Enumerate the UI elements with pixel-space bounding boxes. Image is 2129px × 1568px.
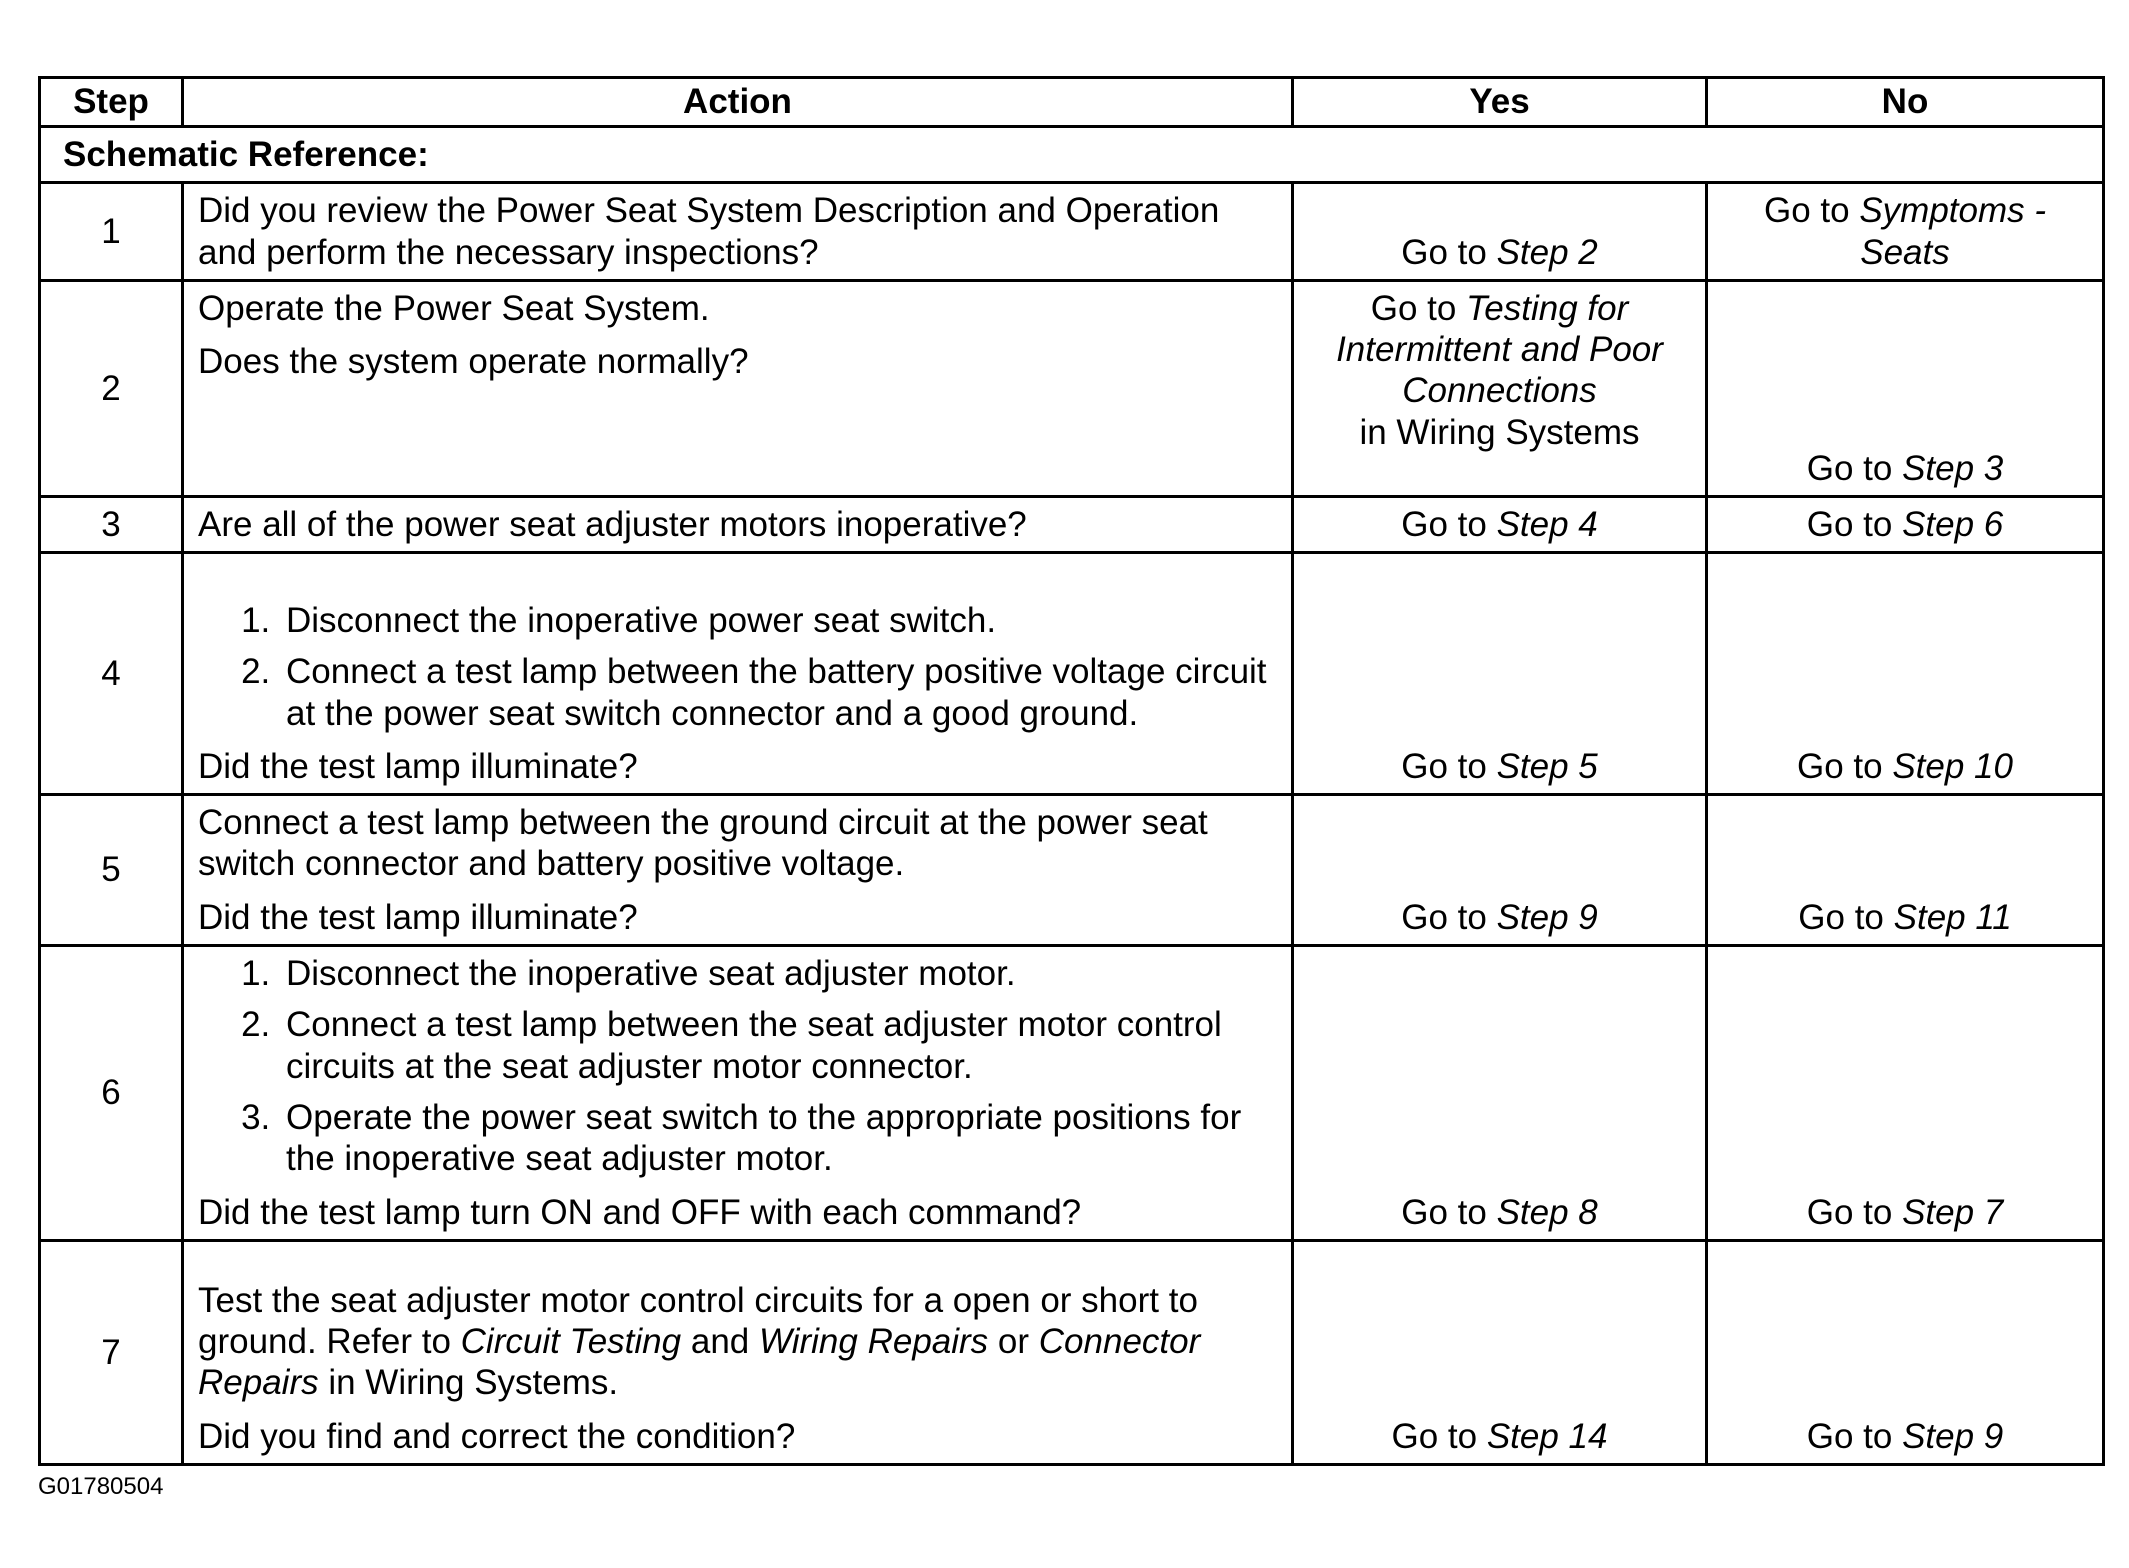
- yes-cell: [1293, 183, 1707, 281]
- header-yes: Yes: [1293, 78, 1707, 127]
- table-row: [40, 1240, 2104, 1464]
- yes-cell: [1293, 1240, 1707, 1464]
- figure-id: G01780504: [38, 1473, 164, 1500]
- list-item: 1. Disconnect the inoperative seat adjuster motor.: [280, 953, 1277, 994]
- action-list: [198, 600, 1277, 734]
- yes-cell: [1293, 280, 1707, 496]
- table-row: [40, 946, 2104, 1241]
- action-cell: [183, 553, 1293, 795]
- step-number: 3: [40, 496, 183, 552]
- action-question: Did you find and correct the condition?: [198, 1416, 796, 1456]
- connector-repairs-link[interactable]: Connector Repairs: [198, 1321, 1201, 1403]
- yes-link[interactable]: Step 9: [1496, 897, 1598, 937]
- action-question: Does the system operate normally?: [198, 342, 749, 382]
- action-text-part: in Wiring Systems.: [318, 1363, 619, 1403]
- no-prefix: Go to: [1797, 746, 1893, 786]
- step-number: 6: [40, 946, 183, 1241]
- action-text-part: and: [681, 1321, 759, 1361]
- no-prefix: Go to: [1806, 448, 1903, 488]
- yes-prefix: Go to: [1370, 288, 1467, 328]
- action-cell: [183, 946, 1293, 1241]
- no-link[interactable]: Step 7: [1902, 1192, 2004, 1232]
- no-cell: [1707, 496, 2104, 552]
- no-cell: [1707, 946, 2104, 1241]
- no-link[interactable]: Step 3: [1902, 448, 2004, 488]
- yes-link[interactable]: Step 14: [1486, 1416, 1608, 1456]
- no-cell: [1707, 280, 2104, 496]
- no-prefix: Go to: [1763, 191, 1860, 231]
- no-prefix: Go to: [1806, 1416, 1903, 1456]
- action-cell: [183, 1240, 1293, 1464]
- no-cell: [1707, 795, 2104, 946]
- table-row: [40, 183, 2104, 281]
- list-item: 3. Operate the power seat switch to the appropriate positions for the inoperative seat adjuster motor.: [280, 1097, 1277, 1180]
- yes-link[interactable]: Step 8: [1496, 1192, 1598, 1232]
- no-link[interactable]: Step 10: [1892, 746, 2013, 786]
- yes-prefix: Go to: [1401, 746, 1497, 786]
- table-row: [40, 553, 2104, 795]
- list-item: 2. Connect a test lamp between the seat adjuster motor control circuits at the seat adjuster motor connector.: [280, 1004, 1277, 1087]
- yes-link[interactable]: Step 2: [1496, 232, 1598, 272]
- table-row: [40, 496, 2104, 552]
- table-row: [40, 795, 2104, 946]
- step-number: 7: [40, 1240, 183, 1464]
- no-link[interactable]: Step 11: [1893, 897, 2012, 937]
- action-instruction: [198, 1280, 1277, 1404]
- yes-prefix: Go to: [1401, 232, 1497, 272]
- yes-prefix: Go to: [1401, 504, 1497, 544]
- no-link[interactable]: Symptoms - Seats: [1859, 191, 2047, 272]
- header-no: No: [1707, 78, 2104, 127]
- no-cell: [1707, 553, 2104, 795]
- step-number: 2: [40, 280, 183, 496]
- no-cell: [1707, 1240, 2104, 1464]
- list-item: 1. Disconnect the inoperative power seat switch.: [280, 600, 1277, 641]
- yes-suffix: in Wiring Systems: [1359, 412, 1640, 452]
- list-item: 2. Connect a test lamp between the battery positive voltage circuit at the power seat switch connector and a good ground.: [280, 651, 1277, 734]
- yes-cell: [1293, 553, 1707, 795]
- no-link[interactable]: Step 6: [1902, 504, 2004, 544]
- header-row: [40, 78, 2104, 127]
- header-step: Step: [40, 78, 183, 127]
- action-question: Did the test lamp turn ON and OFF with each command?: [198, 1192, 1082, 1232]
- action-question: Did the test lamp illuminate?: [198, 897, 638, 937]
- no-cell: [1707, 183, 2104, 281]
- yes-link[interactable]: Testing for Intermittent and Poor Connections: [1336, 288, 1663, 411]
- table-row: [40, 280, 2104, 496]
- yes-cell: [1293, 496, 1707, 552]
- yes-prefix: Go to: [1391, 1416, 1487, 1456]
- action-instruction: Operate the Power Seat System.: [198, 288, 710, 328]
- yes-prefix: Go to: [1401, 897, 1497, 937]
- action-text: Did you review the Power Seat System Description and Operation and perform the necessary inspections?: [198, 191, 1220, 272]
- step-number: 5: [40, 795, 183, 946]
- action-cell: [183, 280, 1293, 496]
- action-text-part: or: [988, 1321, 1039, 1361]
- no-prefix: Go to: [1798, 897, 1894, 937]
- yes-link[interactable]: Step 4: [1496, 504, 1598, 544]
- yes-prefix: Go to: [1401, 1192, 1497, 1232]
- diagnostic-table: [38, 76, 2105, 1466]
- schematic-reference: Schematic Reference:: [40, 127, 2104, 183]
- circuit-testing-link[interactable]: Circuit Testing: [460, 1321, 682, 1361]
- action-cell: [183, 496, 1293, 552]
- yes-link[interactable]: Step 5: [1496, 746, 1598, 786]
- no-link[interactable]: Step 9: [1902, 1416, 2004, 1456]
- schematic-reference-row: [40, 127, 2104, 183]
- action-cell: [183, 795, 1293, 946]
- action-list: [198, 953, 1277, 1179]
- action-text-part: Test the seat adjuster motor control circuits for a open or short to ground. Refer to: [198, 1280, 1198, 1361]
- header-action: Action: [183, 78, 1293, 127]
- step-number: 4: [40, 553, 183, 795]
- action-cell: [183, 183, 1293, 281]
- yes-cell: [1293, 946, 1707, 1241]
- action-instruction: Connect a test lamp between the ground circuit at the power seat switch connector and battery positive voltage.: [198, 803, 1208, 884]
- action-question: Are all of the power seat adjuster motors inoperative?: [198, 504, 1027, 544]
- yes-cell: [1293, 795, 1707, 946]
- step-number: 1: [40, 183, 183, 281]
- wiring-repairs-link[interactable]: Wiring Repairs: [758, 1321, 989, 1361]
- no-prefix: Go to: [1806, 504, 1903, 544]
- action-question: Did the test lamp illuminate?: [198, 746, 638, 786]
- no-prefix: Go to: [1806, 1192, 1903, 1232]
